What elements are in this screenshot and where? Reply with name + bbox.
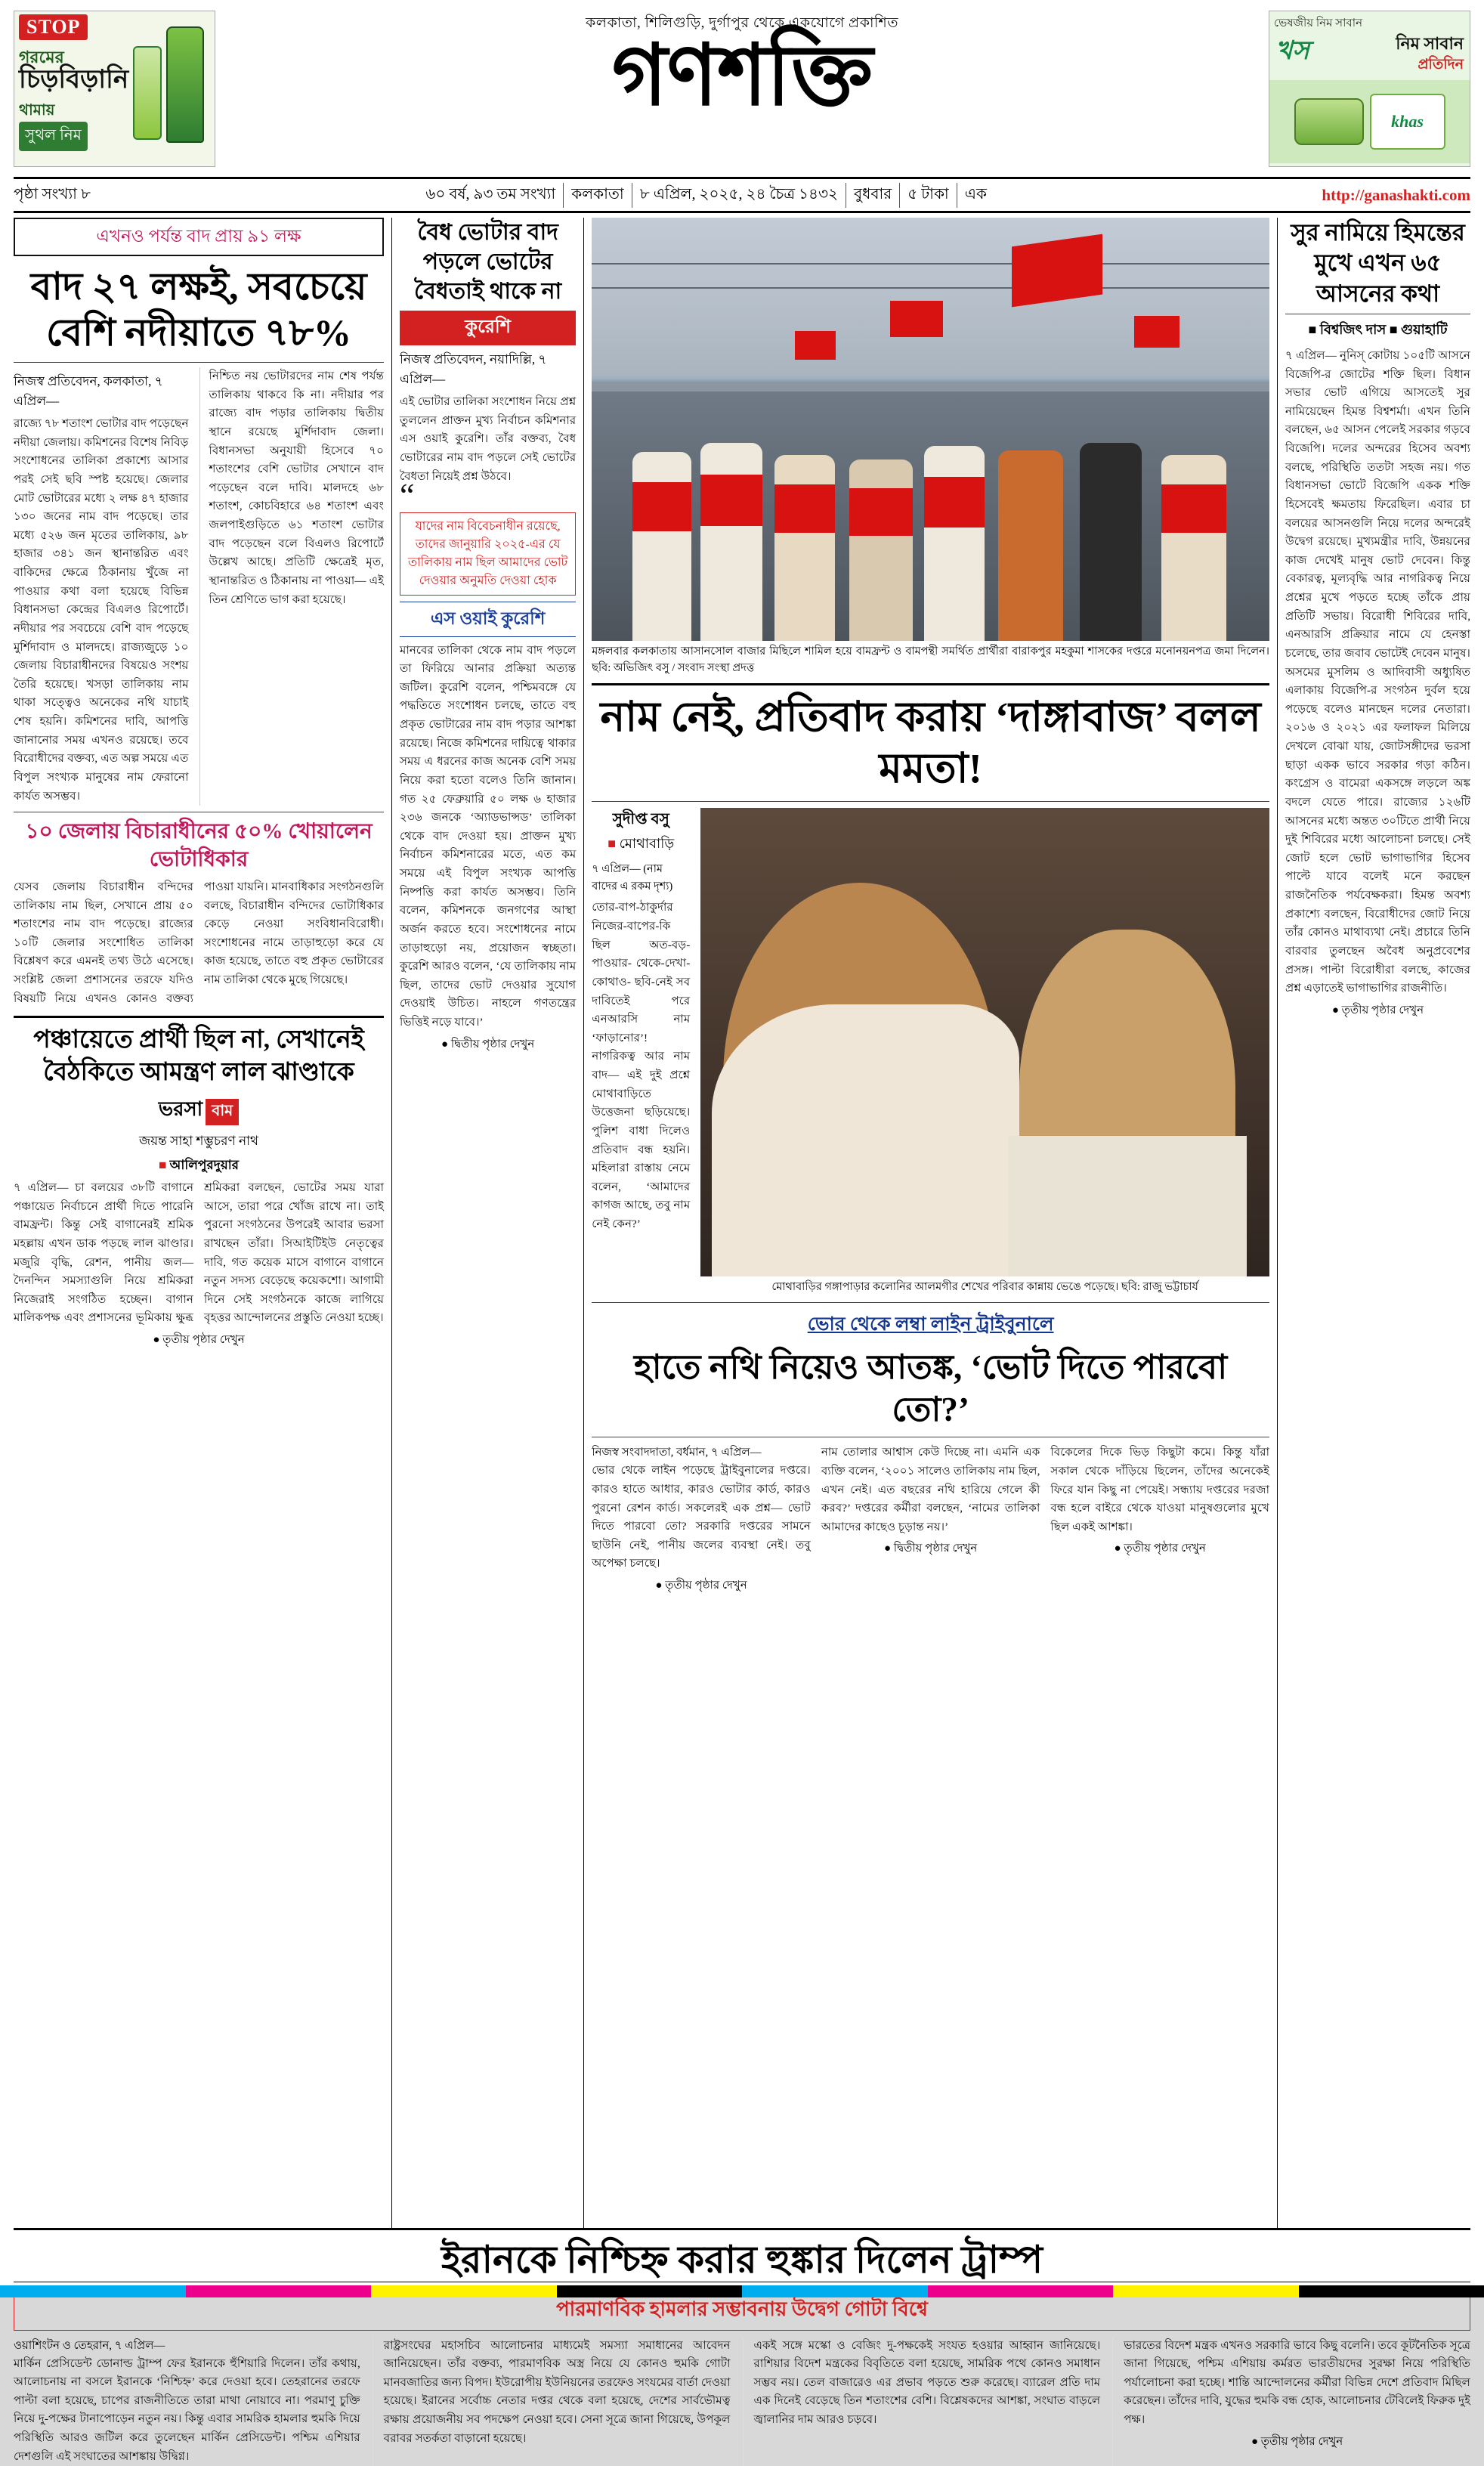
main-story-divider — [592, 683, 1269, 685]
rally-person-4-sash — [849, 488, 913, 535]
qureshi-continuation: ● দ্বিতীয় পৃষ্ঠার দেখুন — [400, 1035, 576, 1054]
bottom-body-d: ভারতের বিদেশ মন্ত্রক এখনও সরকারি ভাবে কিছু বলেনি। তবে কূটনৈতিক সূত্রে জানা গিয়েছে, পশ্চিম এশিয়ায় কর্মরত ভারতীয়দের সুরক্ষা নিয়ে পরিস্থিতি পর্যালোচনা করা হচ্ছে। শান্তি আন্দোলনের কর্মীরা বিভিন্ন দেশে প্রতিবাদ মিছিল করেছেন। তাঁদের দাবি, যুদ্ধের হুমকি বন্ধ হোক, আলোচনার টেবিলেই ফিরুক দুই পক্ষ। — [1124, 2337, 1470, 2430]
second-tag-b: বাম — [206, 1099, 239, 1125]
ad-left-bottle-secondary-icon — [133, 46, 162, 140]
rally-photo-wire-2 — [592, 287, 1269, 289]
main-headline: নাম নেই, প্রতিবাদ করায় ‘দাঙ্গাবাজ’ বলল মমতা! — [592, 692, 1269, 796]
issue-date: ৮ এপ্রিল, ২০২৫, ২৪ চৈত্র ১৪৩২ — [632, 183, 846, 208]
masthead — [14, 11, 1470, 177]
second-body: ৭ এপ্রিল— চা বলয়ের ৩৮টি বাগানে পঞ্চায়েত নির্বাচনে প্রার্থী দিতে পারেনি বামফ্রন্ট। কিন্তু সেই বাগানেরই শ্রমিক মহল্লায় এখন ডাক পড়ছে লাল ঝাণ্ডার। মজুরি বৃদ্ধি, রেশন, পানীয় জল— দৈনন্দিন সমস্যাগুলি নিয়ে শ্রমিকরা নিজেরাই সংগঠিত হচ্ছেন। বাগান মালিকপক্ষ এবং প্রশাসনের ভূমিকায় ক্ষুব্ধ শ্রমিকরা বলছেন, ভোটের সময় যারা আসে, তারা পরে খোঁজ রাখে না। তাই পুরনো সংগঠনের উপরেই আবার ভরসা রাখছেন তাঁরা। সিআইটিইউ নেতৃত্বের দাবি, গত কয়েক মাসে বাগানে বাগানে নতুন সদস্য বেড়েছে কয়েকশো। আগামী দিনে সেই সংগঠনকে কাজে লাগিয়ে বৃহত্তর আন্দোলনের প্রস্তুতি নেওয়া হচ্ছে। — [14, 1179, 384, 1328]
red-flag-icon-1 — [1012, 234, 1102, 308]
second-tag-a: ভরসা — [159, 1098, 203, 1120]
sub-story-byline: নিজস্ব সংবাদদাতা, বর্ধমান, ৭ এপ্রিল— — [592, 1443, 811, 1462]
qureshi-byline: নিজস্ব প্রতিবেদন, নয়াদিল্লি, ৭ এপ্রিল— — [400, 350, 576, 388]
ad-right-brand: খস — [1275, 31, 1309, 74]
qureshi-quote-attribution: এস ওয়াই কুরেশি — [400, 602, 576, 637]
second-story-divider — [14, 1016, 384, 1018]
column-separator-3 — [1277, 218, 1278, 2228]
sub-story-headline: হাতে নথি নিয়েও আতঙ্ক, ‘ভোট দিতে পারবো তো?’ — [592, 1346, 1269, 1431]
rally-photo-caption: মঙ্গলবার কলকাতায় আসানসোল বাজার মিছিলে শামিল হয়ে বামফ্রন্ট ও বামপন্থী সমর্থিত প্রার্থীরা বারাকপুর মহকুমা শাসকের দপ্তরে মনোনয়নপত্র জমা দিলেন। ছবি: অভিজিৎ বসু / সংবাদ সংস্থা প্রদত্ত — [592, 641, 1269, 677]
rally-photo-wire-1 — [592, 263, 1269, 265]
rally-person-7 — [1080, 443, 1142, 641]
bottom-headline: ইরানকে নিশ্চিহ্ন করার হুঙ্কার দিলেন ট্রাম্প — [14, 2236, 1470, 2284]
column-separator-1 — [391, 218, 392, 2228]
lead-body-left: রাজ্যে ৭৮ শতাংশ ভোটার বাদ পড়েছেন নদীয়া জেলায়। কমিশনের বিশেষ নিবিড় সংশোধনের তালিকা প্রকাশ্যে আসার পরই সেই ছবি স্পষ্ট হয়েছে। জেলার মোট ভোটারের মধ্যে ২ লক্ষ ৪৭ হাজার ১৩০ জনের নাম বাদ পড়েছে। তার মধ্যে ৫২৬ জন মৃতের তালিকায়, ৯৮ হাজার ৩৪১ জন স্থানান্তরিত এবং বাকিদের ক্ষেত্রে ঠিকানায় খুঁজে না পাওয়ার কথা বলা হয়েছে বিভিন্ন বিধানসভা কেন্দ্রের বিএলও রিপোর্টে। নদীয়ার পর সবচেয়ে বেশি বাদ পড়েছে মুর্শিদাবাদ ও মালদহে। রাজ্যজুড়ে ১০ জেলায় বিচারাধীনদের বিষয়েও সংশয় তৈরি হয়েছে। খসড়া তালিকায় নাম থাকা সত্ত্বেও অনেকের নথি যাচাই শেষ হয়নি। কমিশনের দাবি, আপত্তি জানানোর সময় এখনও রয়েছে। তবে বিরোধীদের বক্তব্য, এত অল্প সময়ে এত বিপুল সংখ্যক মানুষের নাম ফেরানো কার্যত অসম্ভব। — [14, 415, 189, 806]
rally-person-6 — [998, 450, 1063, 641]
cmyk-magenta — [186, 2285, 372, 2297]
cmyk-yellow — [371, 2285, 557, 2297]
rally-photo — [592, 218, 1269, 641]
issue-details — [418, 183, 994, 208]
cmyk-black-2 — [1299, 2285, 1484, 2297]
rally-person-1 — [632, 452, 691, 641]
column-lead-story — [14, 218, 384, 2228]
column-qureshi-story — [400, 218, 576, 2228]
assam-headline: সুর নামিয়ে হিমন্তের মুখে এখন ৬৫ আসনের কথা — [1285, 218, 1470, 309]
bottom-subheadline: পারমাণবিক হামলার সম্ভাবনায় উদ্বেগ গোটা বিশ্বে — [14, 2290, 1470, 2331]
red-flag-icon-4 — [1134, 316, 1179, 348]
second-byline-names: জয়ন্ত সাহা শম্ভুচরণ নাথ — [14, 1131, 384, 1151]
page-body — [14, 218, 1470, 2228]
rally-person-3-sash — [774, 484, 835, 533]
issue-info-strip — [14, 179, 1470, 211]
soap-bar-icon — [1294, 98, 1364, 145]
issue-city: কলকাতা — [563, 183, 632, 208]
qureshi-quote-text: যাদের নাম বিবেচনাধীন রয়েছে, তাদের জানুয়ারি ২০২৫-এর যে তালিকায় নাম ছিল আমাদের ভোট দেওয়ার অনুমতি দেওয়া হোক — [408, 520, 567, 587]
sub-story-continuation-a: ● তৃতীয় পৃষ্ঠার দেখুন — [592, 1576, 811, 1595]
bottom-body-c: একই সঙ্গে মস্কো ও বেজিং দু-পক্ষকেই সংযত হওয়ার আহ্বান জানিয়েছে। রাশিয়ার বিদেশ মন্ত্রকের বিবৃতিতে বলা হয়েছে, সামরিক পথে কোনও সমাধান সম্ভব নয়। তেল বাজারেও এর প্রভাব পড়তে শুরু করেছে। ব্যারেল প্রতি দাম এক দিনেই বেড়েছে তিন শতাংশের বেশি। বিশ্লেষকদের আশঙ্কা, সংঘাত বাড়লে জ্বালানির দাম আরও চড়বে। — [754, 2337, 1101, 2430]
newspaper-logo: গণশক্তি — [215, 33, 1269, 119]
qureshi-lead: এই ভোটার তালিকা সংশোধন নিয়ে প্রশ্ন তুললেন প্রাক্তন মুখ্য নির্বাচন কমিশনার এস ওয়াই কুরেশি। তাঁর বক্তব্য, বৈধ ভোটারের নাম বাদ পড়লে সেই ভোটের বৈধতা নিয়েই প্রশ্ন উঠবে। — [400, 393, 576, 486]
main-byline-date: ৭ এপ্রিল— (নাম বাদের এ রকম দৃশ্য) — [592, 861, 690, 896]
lead-headline: বাদ ২৭ লক্ষই, সবচেয়ে বেশি নদীয়াতে ৭৮% — [14, 264, 384, 356]
issue-section: এক — [957, 183, 994, 208]
sub-story-rule — [592, 1302, 1269, 1303]
rally-person-4 — [849, 459, 913, 641]
main-byline-place: ■ মোথাবাড়ি — [592, 833, 690, 856]
rally-person-3 — [774, 455, 835, 641]
assam-byline: ■ বিশ্বজিৎ দাস ■ গুয়াহাটি — [1285, 319, 1470, 342]
rally-person-2 — [700, 443, 762, 641]
cmyk-yellow-2 — [1113, 2285, 1299, 2297]
ad-left-badge: সুথল নিম — [19, 122, 88, 151]
rally-person-8-sash — [1161, 484, 1226, 533]
red-flag-icon-2 — [890, 301, 943, 337]
qureshi-quote-box — [400, 512, 576, 596]
sub-story-body-c: বিকেলের দিকে ভিড় কিছুটা কমে। কিন্তু যাঁরা সকাল থেকে দাঁড়িয়ে ছিলেন, তাঁদের অনেকেই ফিরে যান কিছু না পেয়েই। সন্ধ্যায় দপ্তরের দরজা বন্ধ হলে বাইরে থেকে যাওয়া মানুষগুলোর মুখে ছিল একই আশঙ্কা। — [1050, 1443, 1269, 1536]
column-assam-story — [1285, 218, 1470, 2228]
column-separator-2 — [583, 218, 584, 2228]
sub-story-continuation-b: ● দ্বিতীয় পৃষ্ঠার দেখুন — [821, 1539, 1040, 1558]
bottom-body-b: রাষ্ট্রসংঘের মহাসচিব আলোচনার মাধ্যমেই সমস্যা সমাধানের আবেদন জানিয়েছেন। তাঁর বক্তব্য, পারমাণবিক অস্ত্র নিয়ে যে কোনও হুমকি গোটা মানবজাতির জন্য বিপদ। ইউরোপীয় ইউনিয়নের তরফেও সংযমের বার্তা দেওয়া হয়েছে। ইরানের সর্বোচ্চ নেতার দপ্তর থেকে বলা হয়েছে, দেশের সার্বভৌমত্ব রক্ষায় প্রয়োজনীয় সব পদক্ষেপ নেওয়া হবে। সেনা সূত্রে জানা গিয়েছে, উপকূল বরাবর সতর্কতা বাড়ানো হয়েছে। — [384, 2337, 731, 2449]
woman-child-photo — [700, 808, 1269, 1276]
soap-box-icon: khas — [1370, 94, 1445, 150]
rally-person-5 — [924, 446, 985, 641]
bottom-continuation: ● তৃতীয় পৃষ্ঠার দেখুন — [1124, 2433, 1470, 2452]
bottom-story-trump — [14, 2236, 1470, 2466]
woman-child-photo-caption: মোথাবাড়ির গঙ্গাপাড়ার কলোনির আলমগীর শেখের পরিবার কান্নায় ভেঙে পড়েছে। ছবি: রাজু ভট্টাচার্য — [700, 1276, 1269, 1296]
ad-left-line2: চিড়বিড়ানি — [19, 67, 128, 93]
lead-rule — [14, 362, 384, 363]
masthead-center — [215, 11, 1269, 119]
page-count: পৃষ্ঠা সংখ্যা ৮ — [14, 183, 91, 208]
sub-story-body-a: ভোর থেকে লাইন পড়েছে ট্রাইবুনালের দপ্তরে। কারও হাতে আধার, কারও ভোটার কার্ড, কারও পুরনো রেশন কার্ড। সকলেরই এক প্রশ্ন— ভোট দিতে পারবো তো? সরকারি দপ্তরের সামনে ছাউনি নেই, পানীয় জলের ব্যবস্থা নেই। তবু অপেক্ষা চলছে। — [592, 1462, 811, 1573]
quote-mark-icon: “ — [400, 486, 576, 506]
infostrip-divider — [14, 211, 1470, 213]
bottom-byline: ওয়াশিংটন ও তেহরান, ৭ এপ্রিল— — [14, 2337, 360, 2355]
assam-continuation: ● তৃতীয় পৃষ্ঠার দেখুন — [1285, 1001, 1470, 1020]
ad-right-pratidin-label: প্রতিদিন — [1418, 54, 1464, 78]
ad-right-neem-label: নিম সাবান — [1396, 31, 1464, 59]
lead-box-body: যেসব জেলায় বিচারাধীন বন্দিদের তালিকায় নাম ছিল, সেখানে প্রায় ৫০ শতাংশের নাম বাদ পড়েছে। রাজ্যের ১০টি জেলার সংশোধিত তালিকা বিশ্লেষণ করে এমনই তথ্য উঠে এসেছে। সংশ্লিষ্ট জেলা প্রশাসনের তরফে যদিও বিষয়টি নিয়ে এখনও কোনও বক্তব্য পাওয়া যায়নি। মানবাধিকার সংগঠনগুলি বলছে, বিচারাধীন বন্দিদের ভোটাধিকার কেড়ে নেওয়া সংবিধানবিরোধী। সংশোধনের নামে তাড়াহুড়ো করে যে কাজ হয়েছে, তাতে বহু প্রকৃত ভোটারের নাম তালিকা থেকে মুছে গিয়েছে। — [14, 878, 384, 1008]
qureshi-body: মানবের তালিকা থেকে নাম বাদ পড়লে তা ফিরিয়ে আনার প্রক্রিয়া অত্যন্ত জটিল। কুরেশি বলেন, পশ্চিমবঙ্গে যে পদ্ধতিতে সংশোধন চলছে, তাতে বহু প্রকৃত ভোটারের নাম বাদ পড়ার আশঙ্কা রয়েছে। নিজে কমিশনের দায়িত্বে থাকার সময় এ ধরনের কাজ অনেক বেশি সময় নিয়ে করা হতো বলেও তিনি জানান। গত ২৫ ফেব্রুয়ারি ৫০ লক্ষ ৬ হাজার ২৩৬ জনকে ‘অ্যাডভান্সড’ তালিকা থেকে বাদ দেওয়া হয়। প্রাক্তন মুখ্য নির্বাচন কমিশনারের মতে, এত কম সময়ে এই বিপুল সংখ্যক আপত্তি নিষ্পত্তি করা কার্যত অসম্ভব। তিনি বলেন, কমিশনকে জনগণের আস্থা অর্জন করতে হবে। সংশোধনের নামে তাড়াহুড়ো নয়, প্রয়োজন স্বচ্ছতা। কুরেশি আরও বলেন, ‘যে তালিকায় নাম ছিল, তাদের ভোট দেওয়ার সুযোগ দেওয়াই উচিত। নাহলে গণতন্ত্রের ভিত্তিই নড়ে যাবে।’ — [400, 642, 576, 1032]
red-flag-icon-3 — [795, 331, 836, 360]
main-byline-name: সুদীপ্ত বসু — [592, 808, 690, 833]
cmyk-registration-marks — [0, 2285, 1484, 2297]
lead-byline: নিজস্ব প্রতিবেদন, কলকাতা, ৭ এপ্রিল— — [14, 372, 189, 410]
main-body-a: তোর-বাপ-ঠাকুর্দার নিজের-বাপের-কি ছিল অত-বড়-পাওয়ার- থেকে-দেখা-কোথাও- ছবি-নেই সব দাবিতেই পরে এনআরসি নাম ‘ফাড়ানোর’! নাগরিকত্ব আর নাম বাদ— এই দুই প্রশ্নে মোথাবাড়িতে উত্তেজনা ছড়িয়েছে। পুলিশ বাধা দিলেও প্রতিবাদ বন্ধ হয়নি। মহিলারা রাস্তায় নেমে বলেন, ‘আমাদের কাগজ আছে, তবু নাম নেই কেন?’ — [592, 899, 690, 1233]
website-url[interactable]: http://ganashakti.com — [1322, 186, 1470, 205]
ad-left-bottle-icon — [166, 26, 204, 143]
sub-story-kicker: ভোর থেকে লম্বা লাইন ট্রাইবুনালে — [592, 1309, 1269, 1341]
masthead-subline: কলকাতা, শিলিগুড়ি, দুর্গাপুর থেকে একযোগে প্রকাশিত — [215, 12, 1269, 36]
cmyk-magenta-2 — [928, 2285, 1114, 2297]
ad-right-product-row — [1269, 80, 1470, 163]
ad-left-stop-label: STOP — [19, 14, 88, 40]
rally-person-2-sash — [700, 475, 762, 526]
ad-right-top-label: ভেষজীয় নিম সাবান — [1274, 14, 1362, 33]
cmyk-cyan-2 — [742, 2285, 928, 2297]
rally-photo-buildings — [592, 218, 1269, 376]
bottom-block-divider — [14, 2228, 1470, 2230]
rally-person-5-sash — [924, 477, 985, 528]
sub-story-body-b: নাম তোলার আশ্বাস কেউ দিচ্ছে না। এমনি এক ব্যক্তি বলেন, ‘২০০১ সালেও তালিকায় নাম ছিল, এখন নেই। এত বছরের নথি হারিয়ে গেলে কী করব?’ দপ্তরের কর্মীরা বলছেন, ‘নামের তালিকা আমাদের কাছেও চূড়ান্ত নয়।’ — [821, 1443, 1040, 1536]
ad-left-line3: থামায় — [19, 99, 54, 124]
issue-weekday: বুধবার — [846, 183, 899, 208]
second-byline-place: ■ আলিপুরদুয়ার — [14, 1156, 384, 1175]
issue-price: ৫ টাকা — [899, 183, 956, 208]
bottom-body-a: মার্কিন প্রেসিডেন্ট ডোনাল্ড ট্রাম্প ফের ইরানকে হুঁশিয়ারি দিলেন। তাঁর কথায়, আলোচনায় না বসলে ইরানকে ‘নিশ্চিহ্ন’ করে দেওয়া হবে। তেহরানের তরফে পাল্টা বলা হয়েছে, চাপের রাজনীতিতে তারা মাথা নোয়াবে না। পরমাণু চুক্তি নিয়ে দু-পক্ষের টানাপোড়েন নতুন নয়। কিন্তু এবার সামরিক হামলার হুমকি দিয়ে পরিস্থিতি আরও জটিল করে তুলেছেন মার্কিন প্রেসিডেন্ট। পশ্চিম এশিয়ার দেশগুলি এই সংঘাতের আশঙ্কায় উদ্বিগ্ন। — [14, 2355, 360, 2466]
column-main-photo-story — [592, 218, 1269, 2228]
main-headline-rule — [592, 801, 1269, 802]
cmyk-cyan — [0, 2285, 186, 2297]
second-headline: পঞ্চায়েতে প্রার্থী ছিল না, সেখানেই বৈঠকিতে আমন্ত্রণ লাল ঝাণ্ডাকে — [14, 1024, 384, 1089]
sub-story-continuation-c: ● তৃতীয় পৃষ্ঠার দেখুন — [1050, 1539, 1269, 1558]
issue-volume: ৬০ বর্ষ, ৯৩ তম সংখ্যা — [418, 183, 563, 208]
ad-left-line1: গরমের — [19, 45, 64, 73]
photo-woman-sari — [712, 1004, 1019, 1276]
qureshi-headline: বৈধ ভোটার বাদ পড়লে ভোটের বৈধতাই থাকে না — [400, 218, 576, 306]
advertisement-right[interactable] — [1269, 11, 1470, 167]
advertisement-left[interactable] — [14, 11, 215, 167]
qureshi-name-bar: কুরেশি — [400, 311, 576, 345]
rally-person-1-sash — [632, 482, 691, 531]
rally-person-8 — [1161, 455, 1226, 641]
lead-body-right: নিশ্চিত নয় ভোটারদের নাম শেষ পর্যন্ত তালিকায় থাকবে কি না। নদীয়ার পর রাজ্যে বাদ পড়ার তালিকায় দ্বিতীয় স্থানে রয়েছে মুর্শিদাবাদ জেলা। বিধানসভা অনুযায়ী হিসেবে ৭০ শতাংশের বেশি ভোটার সেখানে বাদ পড়েছেন বলে দাবি। মালদহে ৬৮ শতাংশ, কোচবিহারে ৬৪ শতাংশ এবং জলপাইগুড়িতে ৬১ শতাংশ ভোটার বাদ পড়েছেন বলে বিএলও রিপোর্টে উল্লেখ আছে। প্রতিটি ক্ষেত্রেই মৃত, স্থানান্তরিত ও ঠিকানায় না পাওয়া— এই তিন শ্রেণিতে ভাগ করা হয়েছে। — [209, 367, 385, 609]
second-continuation: ● তৃতীয় পৃষ্ঠার দেখুন — [14, 1331, 384, 1350]
lead-kicker: এখনও পর্যন্ত বাদ প্রায় ৯১ লক্ষ — [14, 218, 384, 256]
photo-child-clothing — [1008, 1136, 1247, 1276]
assam-body: ৭ এপ্রিল— নুনিস্ কোটায় ১০৫টি আসনে বিজেপি-র জোটের শক্তি ছিল। বিধান সভার ভোট এগিয়ে আসতেই সুর নামিয়েছেন হিমন্ত বিশ্বশর্মা। এখন তিনি বলছেন, ৬৫ আসন পেলেই সরকার গড়বে বিজেপি। দলের অন্দরের হিসেব অবশ্য বলছে, পরিস্থিতি ততটা সহজ নয়। গত বিধানসভা ভোটে বিজেপি একক শক্তি হিসেবেই ক্ষমতায় ফিরেছিল। এবার চা বলয়ের আসনগুলি নিয়ে দলের অন্দরেই উদ্বেগ রয়েছে। মুখ্যমন্ত্রীর দাবি, উন্নয়নের কাজ দেখেই মানুষ ভোট দেবেন। কিন্তু বেকারত্ব, মূল্যবৃদ্ধি আর নাগরিকত্ব নিয়ে প্রশ্নের মুখে পড়তে হচ্ছে তাঁকে প্রায় প্রতিটি সভায়। বিরোধী শিবিরের দাবি, এনআরসি প্রক্রিয়ার নামে যে হেনস্তা চলেছে, তার জবাব ভোটেই দেবেন মানুষ। অসমের মুসলিম ও আদিবাসী অধ্যুষিত এলাকায় বিজেপি-র সংগঠন দুর্বল হয়ে পড়েছে বলেও মানছেন দলের নেতারা। ২০১৬ ও ২০২১ এর ফলাফল মিলিয়ে দেখলে বোঝা যায়, জোটসঙ্গীদের ভরসা ছাড়া একক ভাবে সরকার গড়া কঠিন। কংগ্রেস ও বামেরা একসঙ্গে লড়লে অঙ্ক বদলে যেতে পারে। রাজ্যের ১২৬টি আসনের মধ্যে অন্তত ৩০টিতে প্রার্থী নিয়ে দুই শিবিরের মধ্যে আলোচনা চলছে। সেই জোট হলে ভোট ভাগাভাগির হিসেব পাল্টে যাবে বলেই মনে করছেন রাজনৈতিক পর্যবেক্ষকরা। হিমন্ত অবশ্য প্রকাশ্যে বলছেন, বিরোধীদের জোট নিয়ে তাঁর কোনও মাথাব্যথা নেই। প্রচারে তিনি বারবার তুলছেন অবৈধ অনুপ্রবেশের প্রসঙ্গ। পাল্টা বিরোধীরা বলছে, কাজের প্রশ্ন এড়াতেই ভাগাভাগির রাজনীতি। — [1285, 347, 1470, 998]
lead-box-headline: ১০ জেলায় বিচারাধীনের ৫০% খোয়ালেন ভোটাধিকার — [14, 818, 384, 874]
cmyk-black — [557, 2285, 743, 2297]
